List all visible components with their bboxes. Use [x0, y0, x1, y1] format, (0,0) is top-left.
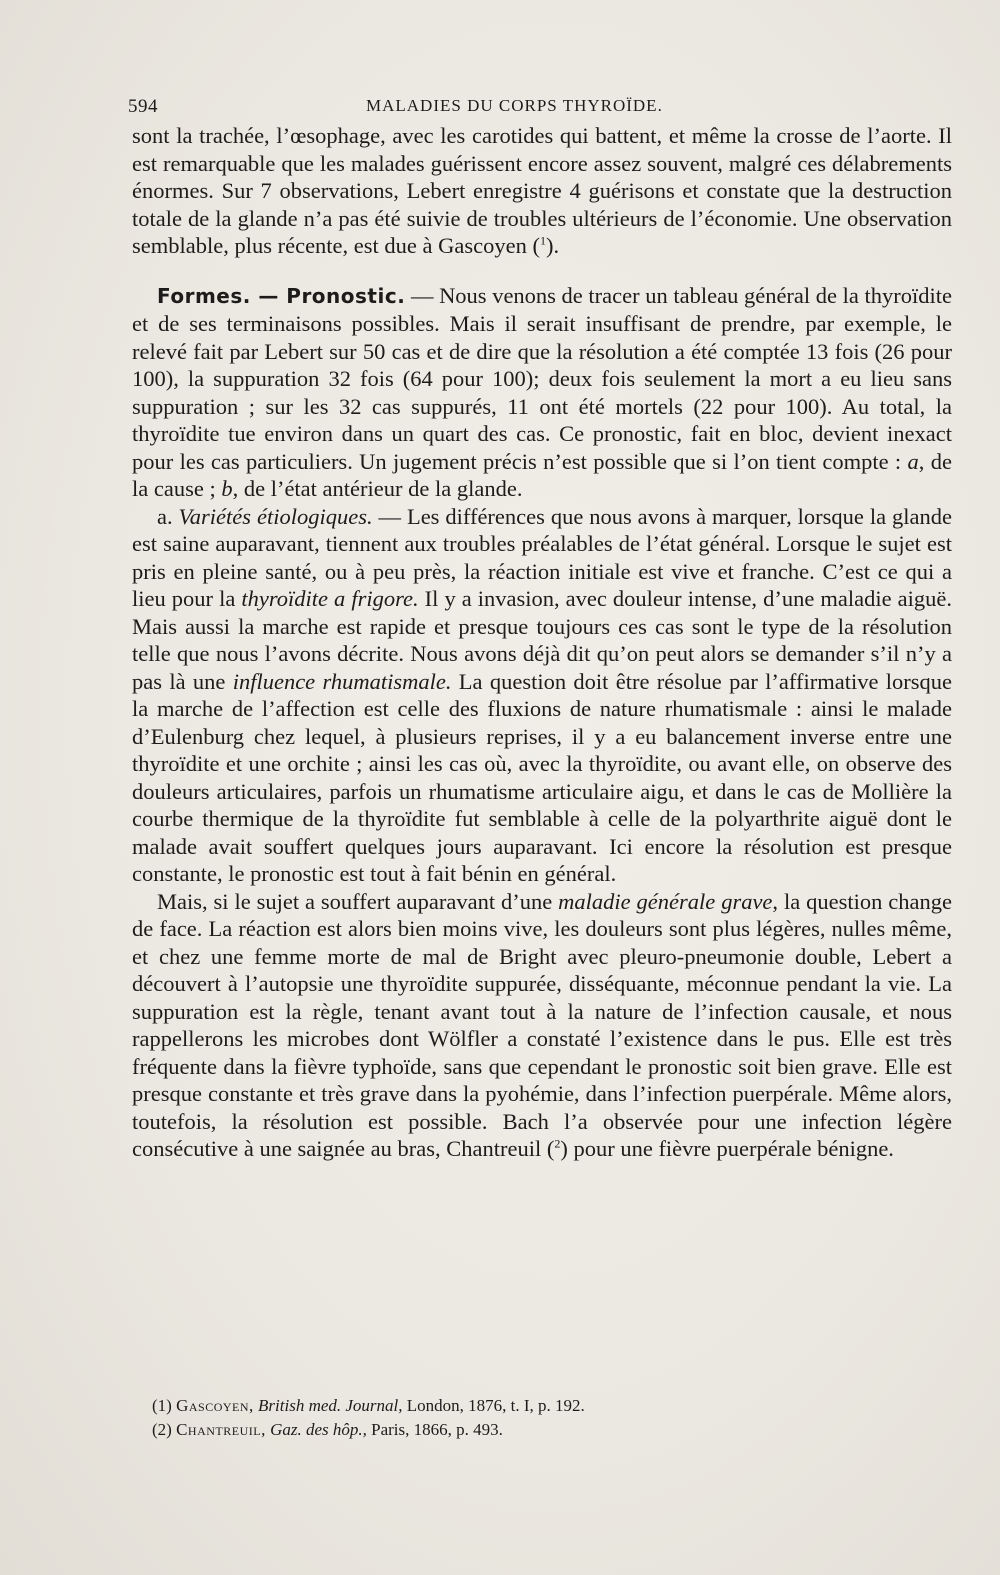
footnote-marker: (1) — [152, 1396, 172, 1415]
enum-b: b — [221, 476, 233, 501]
footnote-marker: (2) — [152, 1420, 172, 1439]
footnote-details: Paris, 1866, p. 493. — [366, 1420, 503, 1439]
footnote-author: Gascoyen, — [176, 1396, 254, 1415]
footnotes — [152, 1394, 852, 1442]
subsection-title: Variétés étiologiques. — [178, 503, 373, 529]
footnote-source: Gaz. des hôp., — [270, 1420, 367, 1439]
footnote-source: British med. Journal, — [258, 1396, 403, 1415]
footnote-author: Chantreuil, — [176, 1420, 266, 1439]
paragraph-maladie-grave — [132, 888, 952, 1163]
enum-a: a — [907, 448, 919, 474]
page-number: 594 — [128, 96, 158, 117]
paragraph-text: , de l’état antérieur de la glande. — [232, 476, 523, 501]
paragraph-text: sont la trachée, l’œsophage, avec les carotides qui battent, et même la crosse de l’aorte. Il est remarquable que les malades guérissent encore assez souvent, malgré ces délabrements énormes. Sur 7 observations, Lebert enregistre 4 guérisons et constate que la destruction totale de la glande n’a pas été suivie de troubles ultérieurs de l’économie. Une observation semblable, plus récente, est due à Gascoyen ( — [132, 123, 952, 258]
footnote-details: London, 1876, t. I, p. 192. — [402, 1396, 585, 1415]
italic-term: thyroïdite a frigore. — [241, 586, 419, 611]
footnote-ref-1: 1 — [539, 233, 546, 248]
page-header — [128, 96, 950, 120]
paragraph-text: — Les différences que nous avons à marquer, lorsque la glande est saine auparavant, tiennent aux troubles préalables de l’état général. Lorsque le sujet est pris en pleine santé, ou à peu près, la réaction initiale est vive et franche. C’est ce qui a lieu pour la — [132, 503, 952, 611]
paragraph-text: , la question change de face. La réaction est alors bien moins vive, les douleurs sont plus légères, nulles même, et chez une femme morte de mal de Bright avec pleuro-pneumonie double, Lebert a découvert à l’autopsie une thyroïdite suppurée, disséquante, méconnue pendant la vie. La suppuration est la règle, tenant avant tout à la nature de l’infection causale, et nous rappellerons les microbes dont Wölfler a constaté l’existence dans le pus. Elle est très fréquente dans la fièvre typhoïde, sans que cependant le pronostic soit bien grave. Elle est presque constante et très grave dans la pyohémie, dans l’infection puerpérale. Même alors, toutefois, la résolution est possible. Bach l’a observée pour une infection légère consécutive à une saignée au bras, Chantreuil ( — [132, 888, 952, 1161]
paragraph-1 — [132, 122, 952, 260]
italic-term: influence rhumatismale. — [232, 668, 452, 694]
paragraph-text: , de la cause ; — [132, 448, 952, 501]
paragraph-text: ). — [545, 233, 560, 258]
paragraph-varietes — [132, 503, 952, 888]
paragraph-formes-pronostic — [132, 282, 952, 503]
section-heading: Formes. — Pronostic. — [157, 283, 406, 308]
paragraph-text: La question doit être résolue par l’affirmative lorsque la marche de l’affection est celle des fluxions de nature rhumatismale : ainsi le malade d’Eulenburg chez lequel, à plusieurs reprises, il y a eu balancement inverse entre une thyroïdite et une orchite ; ainsi les cas où, avec la thyroïdite, ou avant elle, on observe des douleurs articulaires, parfois un rhumatisme articulaire aigu, et dans le cas de Mollière la courbe thermique de la thyroïdite fut semblable à celle de la polyarthrite aiguë dont le malade avait souffert quelques jours auparavant. Ici encore la résolution est presque constante, le pronostic est tout à fait bénin en général. — [132, 668, 952, 886]
footnote-ref-2: 2 — [554, 1136, 561, 1151]
paragraph-text: Mais, si le sujet a souffert auparavant d’une — [157, 888, 559, 914]
footnote-2 — [152, 1418, 852, 1442]
subsection-label: a. — [157, 503, 179, 529]
italic-term: maladie générale grave — [558, 888, 773, 914]
paragraph-text: Il y a invasion, avec douleur intense, d’une maladie aiguë. Mais aussi la marche est rapide et presque toujours ces cas sont le type de la résolution telle que nous l’avons décrite. Nous avons déjà dit qu’on peut alors se demander s’il n’y a pas là une — [132, 586, 952, 694]
body-text — [132, 122, 952, 1163]
running-title: MALADIES DU CORPS THYROÏDE. — [366, 96, 663, 115]
paragraph-text: ) pour une fièvre puerpérale bénigne. — [560, 1136, 894, 1161]
paragraph-text: — Nous venons de tracer un tableau général de la thyroïdite et de ses terminaisons possibles. Mais il serait insuffisant de prendre, par exemple, le relevé fait par Lebert sur 50 cas et de dire que la résolution a été comptée 13 fois (26 pour 100), la suppuration 32 fois (64 pour 100); deux fois seulement la mort a eu lieu sans suppuration ; sur les 32 cas suppurés, 11 ont été mortels (22 pour 100). Au total, la thyroïdite tue environ dans un quart des cas. Ce pronostic, fait en bloc, devient inexact pour les cas particuliers. Un jugement précis n’est possible que si l’on tient compte : — [132, 282, 952, 474]
footnote-1 — [152, 1394, 852, 1418]
